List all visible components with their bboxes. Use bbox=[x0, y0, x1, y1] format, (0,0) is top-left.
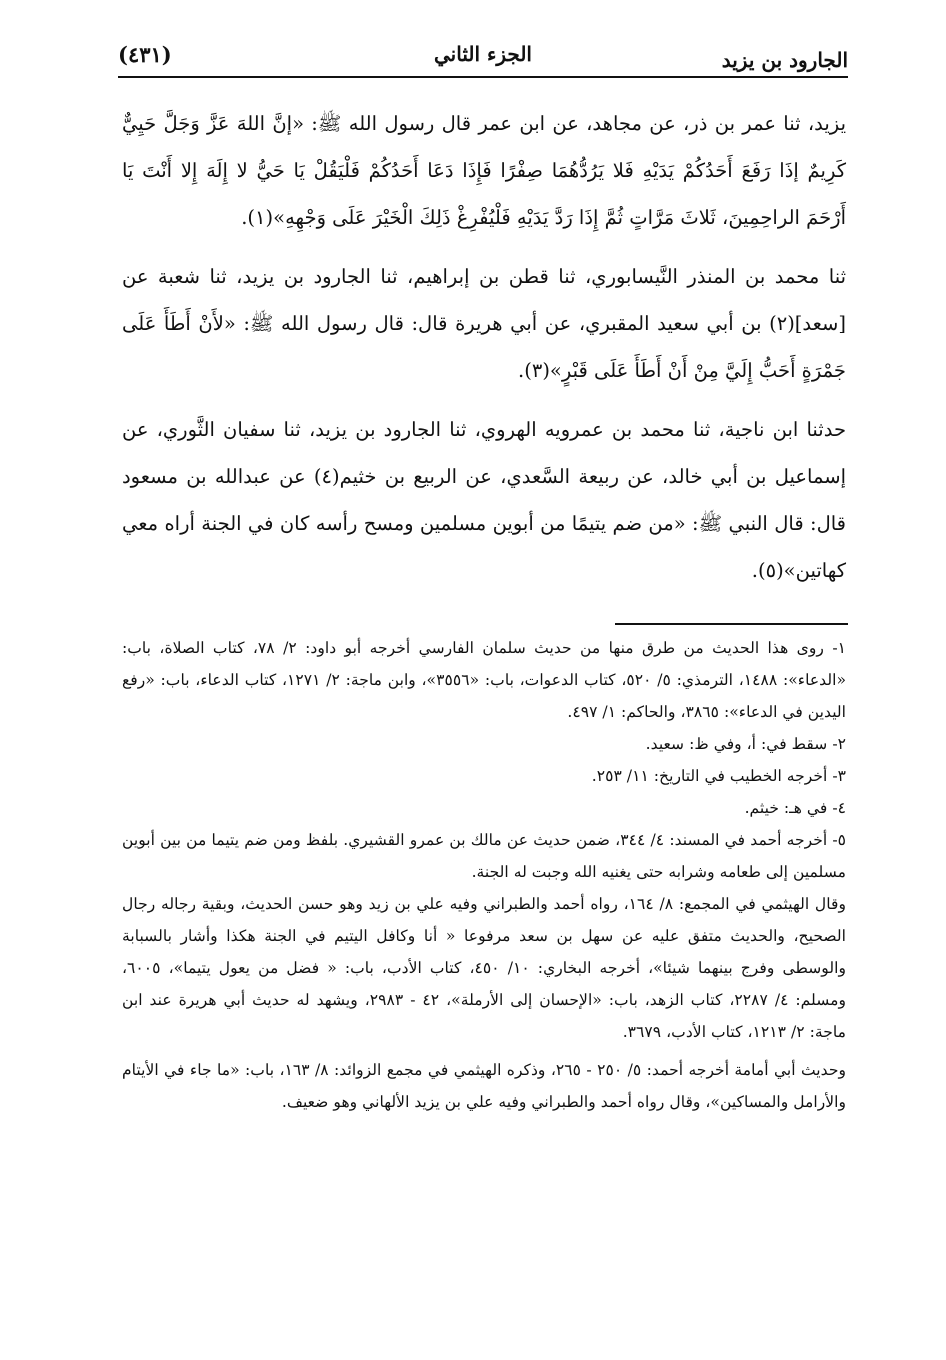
footnote-4: ٤- في هـ: خيثم. bbox=[744, 799, 846, 817]
footnote-2: ٢- سقط في: أ، وفي ظ: سعيد. bbox=[645, 735, 846, 753]
footnote-5: ٥- أخرجه أحمد في المسند: ٤/ ٣٤٤، ضمن حديث عن مالك بن عمرو القشيري. بلفظ ومن ضم يتيما من بين أبوين مسلمين إلى طعامه وشرابه حتى يغنيه الله وجبت له الجنة. bbox=[122, 831, 846, 881]
footnotes bbox=[122, 632, 846, 1118]
footnote-3: ٣- أخرجه الخطيب في التاريخ: ١١/ ٢٥٣. bbox=[591, 767, 846, 785]
header-rule bbox=[118, 76, 848, 78]
page-number: (٤٣١) bbox=[118, 42, 172, 67]
footnote-1: ١- روى هذا الحديث من طرق منها من حديث سلمان الفارسي أخرجه أبو داود: ٢/ ٧٨، كتاب الصلاة، باب: «الدعاء»: ١٤٨٨، الترمذي: ٥/ ٥٢٠، كتاب الدعوات، باب: «٣٥٥٦»، وابن ماجة: ٢/ ١٢٧١، كتاب الدعاء، باب: «رفع اليدين في الدعاء»: ٣٨٦٥، والحاكم: ١/ ٤٩٧. bbox=[122, 639, 847, 721]
hadith-paragraph-2: ثنا محمد بن المنذر النَّيسابوري، ثنا قطن بن إبراهيم، ثنا الجارود بن يزيد، ثنا شعبة عن [سعد](٢) بن أبي سعيد المقبري، عن أبي هريرة قال: قال رسول الله ﷺ: «لأَنْ أَطَأَ عَلَى جَمْرَةٍ أَحَبُّ إِلَيَّ مِنْ أَنْ أَطَأَ عَلَى قَبْرٍ»(٣). bbox=[122, 265, 846, 382]
hadith-paragraph-1: يزيد، ثنا عمر بن ذر، عن مجاهد، عن ابن عمر قال رسول الله ﷺ: «إنَّ اللهَ عَزَّ وَجَلَّ حَيِيٌّ كَرِيمٌ إذَا رَفَعَ أَحَدُكُمْ يَدَيْهِ فَلا يَرُدُّهُمَا صِفْرًا فَإِذَا دَعَا أَحَدُكُمْ فَلْيَقُلْ يَا حَيُّ لا إِلَهَ إِلا أَنْتَ يَا أَرْحَمَ الراحِمِينَ، ثَلاثَ مَرَّاتٍ ثُمَّ إِذَا رَدَّ يَدَيْهِ فَلْيُفْرِغْ ذَلِكَ الْخَيْرَ عَلَى وَجْهِهِ»(١). bbox=[122, 112, 846, 229]
hadith-paragraph-3: حدثنا ابن ناجية، ثنا محمد بن عمرويه الهروي، ثنا الجارود بن يزيد، ثنا سفيان الثَّوري، عن إسماعيل بن أبي خالد، عن ربيعة السَّعدي، عن الربيع بن خثيم(٤) عن عبدالله بن مسعود قال: قال النبي ﷺ: «من ضم يتيمًا من أبوين مسلمين ومسح رأسه كان في الجنة أراه معي كهاتين»(٥). bbox=[122, 418, 846, 582]
volume-title: الجزء الثاني bbox=[434, 42, 532, 66]
footnote-5-commentary: وقال الهيثمي في المجمع: ٨/ ١٦٤، رواه أحمد والطبراني وفيه علي بن زيد وهو حسن الحديث، وبقية رجاله رجال الصحيح، والحديث متفق عليه عن سهل بن سعد مرفوعا « أنا وكافل اليتيم في الجنة هكذا وأشار بالسبابة والوسطى وفرج بينهما شيئا»، أخرجه البخاري: ١٠/ ٤٥٠، كتاب الأدب، باب: « فضل من يعول يتيما»، ٦٠٠٥، ومسلم: ٤/ ٢٢٨٧، كتاب الزهد، باب: «الإحسان إلى الأرملة»، ٤٢ - ٢٩٨٣، ويشهد له حديث أبي هريرة عند ابن ماجة: ٢/ ١٢١٣، كتاب الأدب، ٣٦٧٩. bbox=[122, 895, 847, 1041]
main-text bbox=[122, 100, 846, 606]
page-header bbox=[118, 34, 848, 78]
footnote-separator bbox=[615, 623, 848, 625]
running-title: الجارود بن يزيد bbox=[721, 48, 848, 72]
footnote-5-continuation: وحديث أبي أمامة أخرجه أحمد: ٥/ ٢٥٠ - ٢٦٥، وذكره الهيثمي في مجمع الزوائد: ٨/ ١٦٣، باب: «ما جاء في الأيتام والأرامل والمساكين»، وقال رواه أحمد والطبراني وفيه علي بن يزيد الألهاني وهو ضعيف. bbox=[122, 1061, 846, 1111]
